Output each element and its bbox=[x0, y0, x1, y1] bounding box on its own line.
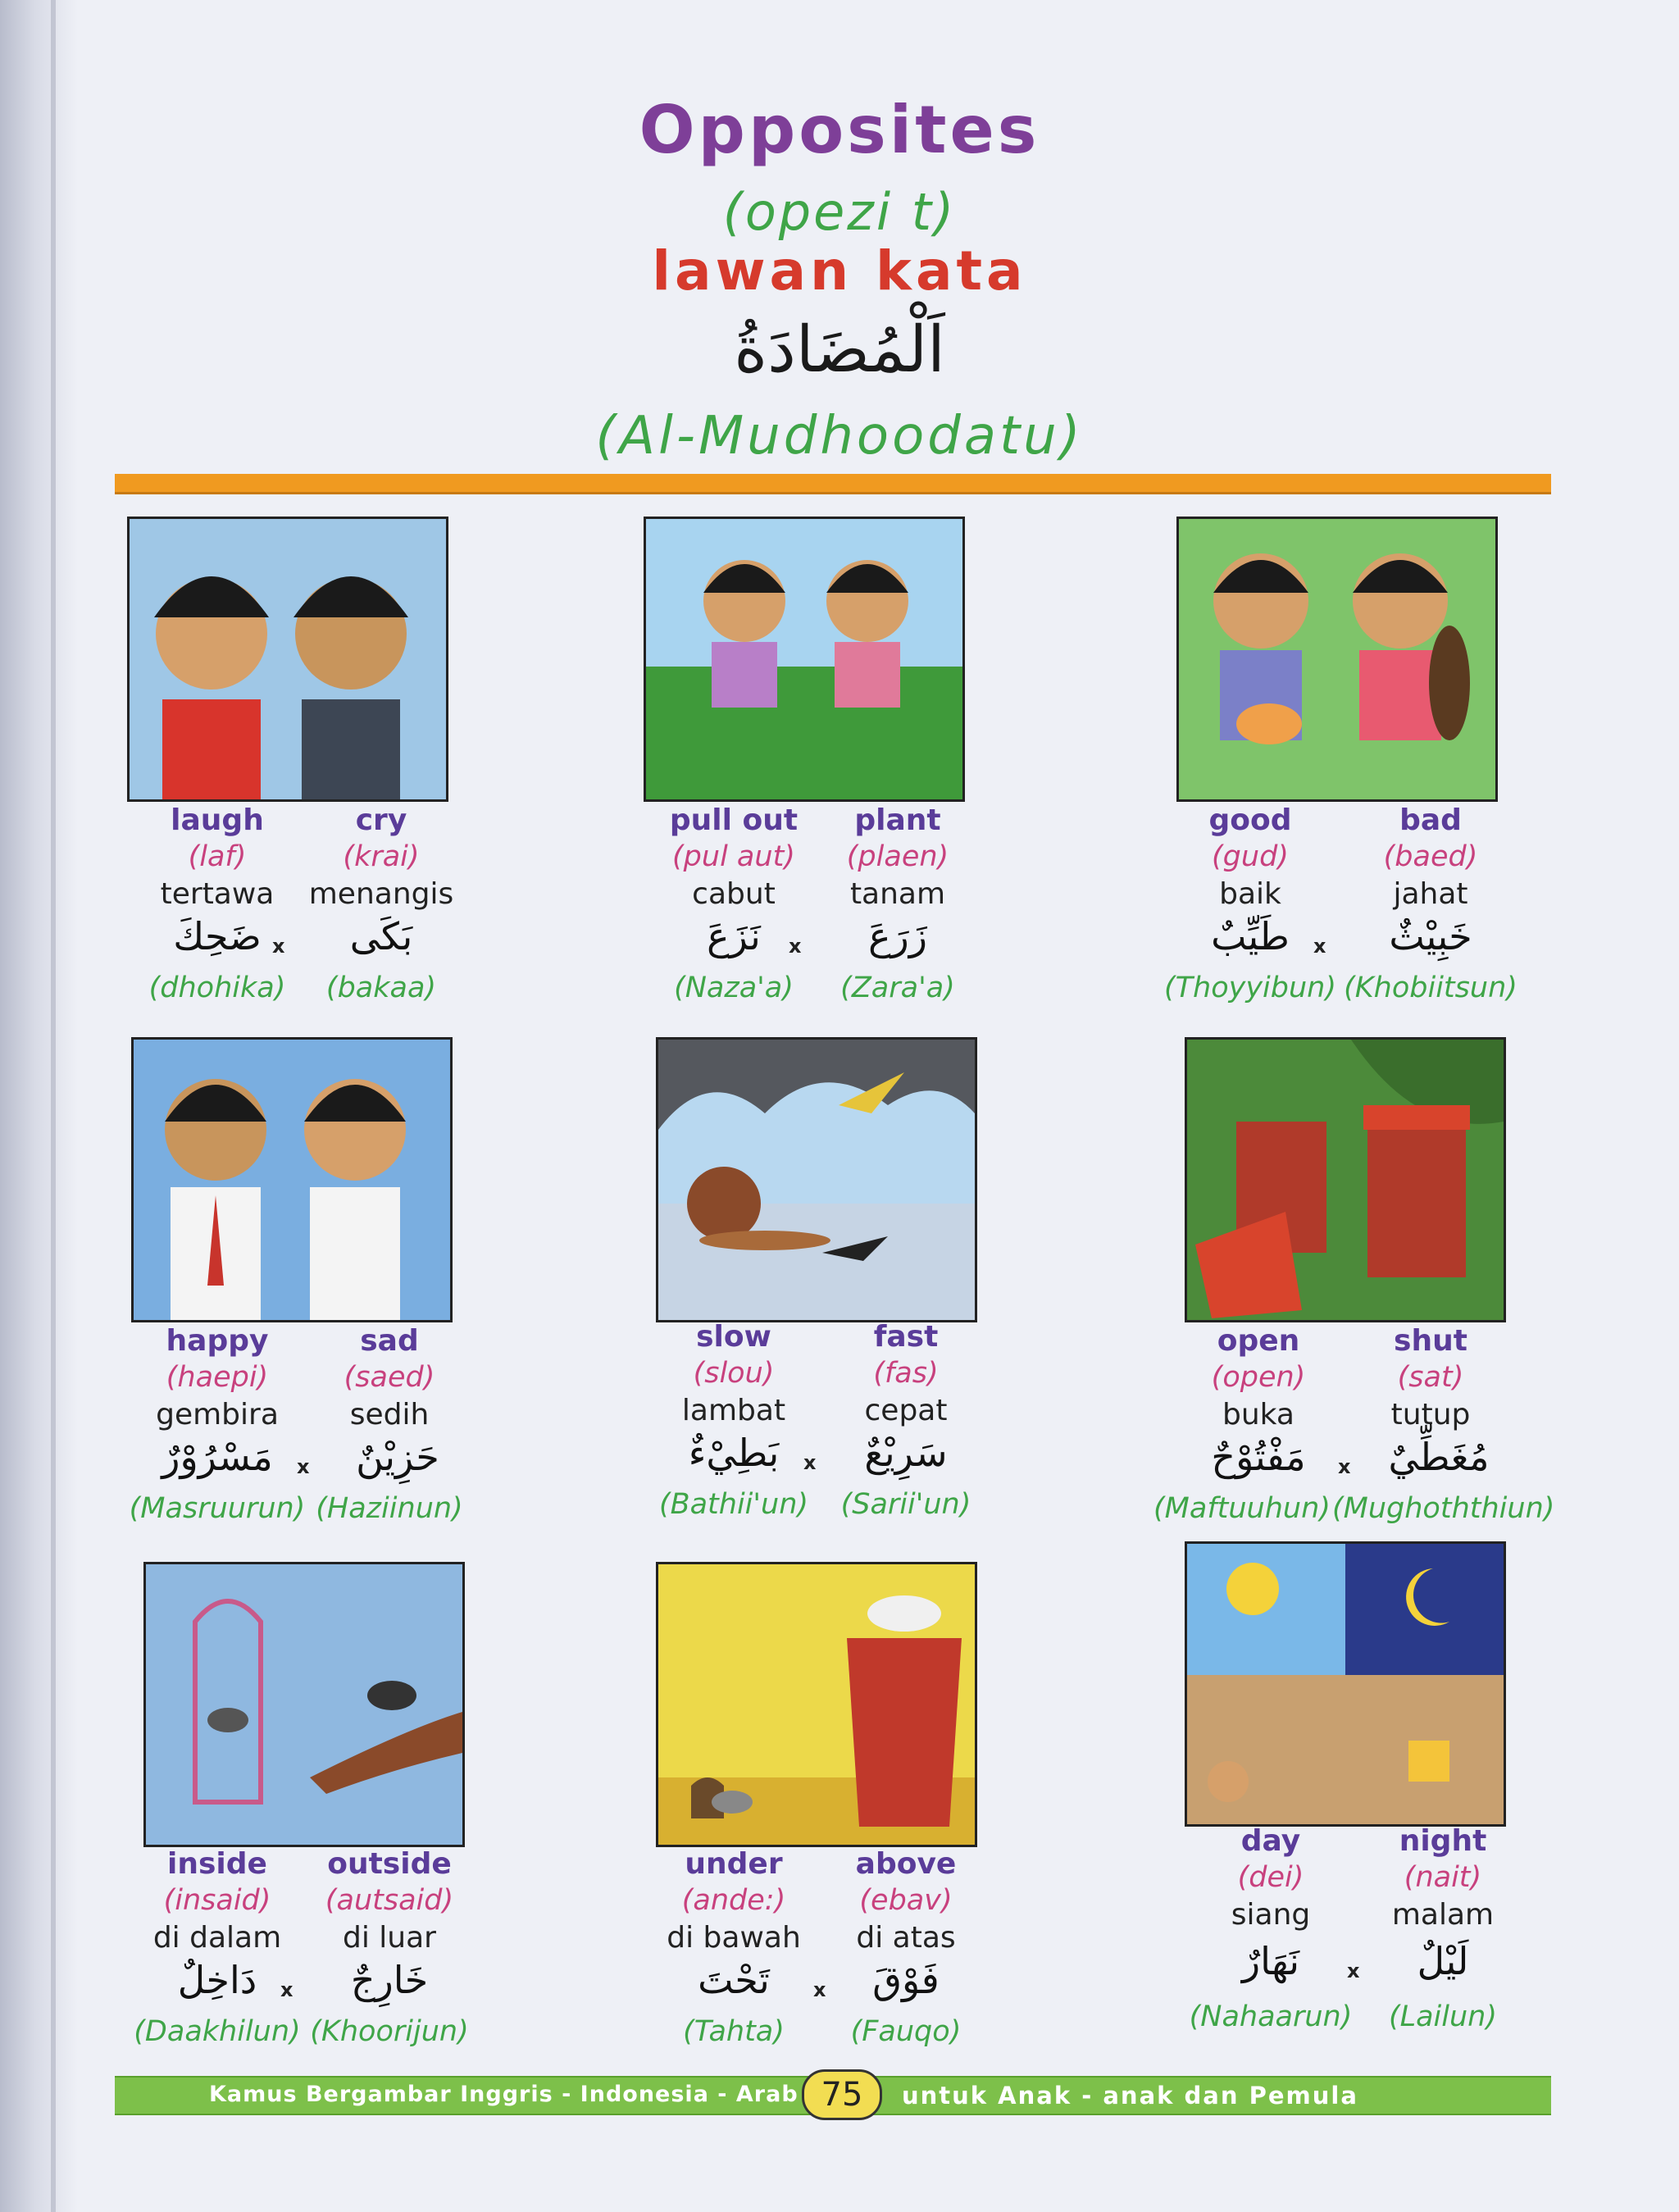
word-arabic-left: مَفْتُوْحٌ bbox=[1211, 1435, 1306, 1479]
opposite-marker: x bbox=[789, 935, 802, 958]
arabic-latin-left: (Thoyyibun) bbox=[1163, 972, 1337, 1004]
card-slow-fast bbox=[631, 1037, 1090, 1562]
word-english-left: open bbox=[1217, 1324, 1300, 1358]
illustration-inside-outside bbox=[143, 1562, 465, 1847]
illustration-happy-sad bbox=[131, 1037, 453, 1322]
word-indonesian-left: lambat bbox=[681, 1394, 786, 1427]
pronunciation-left: (dei) bbox=[1237, 1861, 1304, 1894]
pronunciation-right: (autsaid) bbox=[325, 1884, 454, 1917]
word-indonesian-left: baik bbox=[1219, 877, 1281, 911]
word-english-left: under bbox=[685, 1847, 783, 1881]
card-day-night bbox=[1148, 1541, 1607, 2066]
word-arabic-left: مَسْرُوْرٌ bbox=[162, 1435, 273, 1479]
word-arabic-left: بَطِيْءٌ bbox=[688, 1431, 780, 1475]
pronunciation-left: (insaid) bbox=[163, 1884, 271, 1917]
word-english-right: bad bbox=[1399, 803, 1462, 837]
page-number: 75 bbox=[802, 2069, 882, 2120]
footer-bar bbox=[115, 2076, 1551, 2115]
word-indonesian-left: gembira bbox=[156, 1398, 279, 1431]
card-under-above bbox=[631, 1562, 1090, 2087]
arabic-latin-right: (Mughoththiun) bbox=[1332, 1492, 1555, 1525]
arabic-latin-right: (bakaa) bbox=[325, 972, 437, 1004]
word-arabic-right: بَكَى bbox=[349, 914, 413, 958]
word-english-left: laugh bbox=[171, 803, 264, 837]
opposite-marker: x bbox=[1347, 1959, 1360, 1982]
arabic-latin-left: (Maftuuhun) bbox=[1153, 1492, 1331, 1525]
word-english-left: inside bbox=[167, 1847, 267, 1881]
card-open-shut bbox=[1140, 1037, 1599, 1562]
pronunciation-right: (nait) bbox=[1404, 1861, 1482, 1894]
word-indonesian-left: cabut bbox=[692, 877, 776, 911]
pronunciation-right: (plaen) bbox=[846, 840, 949, 873]
illustration-laugh-cry bbox=[127, 517, 448, 802]
pronunciation-right: (saed) bbox=[344, 1361, 435, 1394]
opposite-marker: x bbox=[803, 1451, 817, 1474]
title-arabic-latin: (Al-Mudhoodatu) bbox=[595, 406, 1084, 467]
word-arabic-left: ضَحِكَ bbox=[173, 914, 262, 958]
word-english-right: outside bbox=[327, 1847, 452, 1881]
word-indonesian-left: siang bbox=[1231, 1898, 1311, 1932]
arabic-latin-right: (Zara'a) bbox=[840, 972, 955, 1004]
pronunciation-right: (fas) bbox=[873, 1357, 939, 1390]
word-indonesian-left: buka bbox=[1222, 1398, 1295, 1431]
word-english-left: pull out bbox=[669, 803, 799, 837]
card-inside-outside bbox=[115, 1562, 574, 2087]
word-indonesian-right: tutup bbox=[1390, 1398, 1471, 1431]
pronunciation-left: (laf) bbox=[188, 840, 247, 873]
word-indonesian-left: tertawa bbox=[160, 877, 275, 911]
title-indonesian: lawan kata bbox=[652, 239, 1027, 303]
word-indonesian-right: di atas bbox=[856, 1921, 956, 1955]
card-happy-sad bbox=[115, 1037, 574, 1562]
arabic-latin-left: (dhohika) bbox=[148, 972, 286, 1004]
word-indonesian-right: di luar bbox=[343, 1921, 436, 1955]
footer-audience: untuk Anak - anak dan Pemula bbox=[902, 2082, 1358, 2110]
word-english-left: happy bbox=[166, 1324, 269, 1358]
pronunciation-left: (haepi) bbox=[166, 1361, 269, 1394]
word-arabic-right: حَزِيْنٌ bbox=[356, 1435, 439, 1479]
word-english-right: night bbox=[1399, 1824, 1487, 1858]
arabic-latin-right: (Haziinun) bbox=[316, 1492, 463, 1525]
word-english-right: fast bbox=[873, 1320, 939, 1354]
word-english-left: slow bbox=[696, 1320, 771, 1354]
word-english-right: plant bbox=[854, 803, 941, 837]
pronunciation-left: (open) bbox=[1211, 1361, 1306, 1394]
footer-book-title: Kamus Bergambar Inggris - Indonesia - Arab bbox=[209, 2082, 799, 2107]
opposite-marker: x bbox=[1338, 1455, 1351, 1478]
word-arabic-left: نَزَعَ bbox=[707, 914, 761, 958]
pronunciation-right: (ebav) bbox=[859, 1884, 953, 1917]
word-indonesian-right: cepat bbox=[864, 1394, 948, 1427]
title-divider bbox=[115, 474, 1551, 494]
word-english-right: shut bbox=[1394, 1324, 1467, 1358]
word-english-left: day bbox=[1240, 1824, 1301, 1858]
word-indonesian-right: menangis bbox=[308, 877, 454, 911]
word-arabic-right: خَارِجٌ bbox=[350, 1958, 429, 2002]
word-arabic-left: دَاخِلٌ bbox=[177, 1958, 257, 2002]
card-laugh-cry bbox=[115, 517, 574, 1041]
page-title: Opposites bbox=[639, 92, 1040, 168]
arabic-latin-left: (Nahaarun) bbox=[1189, 2000, 1353, 2033]
card-pullout-plant bbox=[631, 517, 1090, 1041]
illustration-open-shut bbox=[1185, 1037, 1506, 1322]
card-good-bad bbox=[1148, 517, 1607, 1041]
word-indonesian-left: di dalam bbox=[152, 1921, 282, 1955]
arabic-latin-left: (Daakhilun) bbox=[134, 2015, 301, 2048]
arabic-latin-right: (Sarii'un) bbox=[840, 1488, 971, 1521]
word-arabic-left: طَيِّبٌ bbox=[1211, 914, 1290, 958]
word-arabic-left: تَحْتَ bbox=[698, 1958, 770, 2002]
word-indonesian-right: tanam bbox=[849, 877, 946, 911]
title-arabic: اَلْمُضَادَةُ bbox=[734, 313, 945, 387]
illustration-good-bad bbox=[1176, 517, 1498, 802]
word-indonesian-left: di bawah bbox=[667, 1921, 801, 1955]
word-arabic-right: فَوْقَ bbox=[872, 1958, 940, 2002]
pronunciation-left: (slou) bbox=[693, 1357, 775, 1390]
pronunciation-right: (sat) bbox=[1397, 1361, 1464, 1394]
title-pronunciation: (opezi t) bbox=[722, 182, 957, 242]
pronunciation-right: (krai) bbox=[343, 840, 420, 873]
pronunciation-left: (pul aut) bbox=[672, 840, 795, 873]
arabic-latin-right: (Khobiitsun) bbox=[1344, 972, 1517, 1004]
illustration-slow-fast bbox=[656, 1037, 977, 1322]
illustration-pullout-plant bbox=[644, 517, 965, 802]
illustration-day-night bbox=[1185, 1541, 1506, 1827]
arabic-latin-right: (Khoorijun) bbox=[310, 2015, 469, 2048]
opposite-marker: x bbox=[280, 1978, 293, 2001]
illustration-under-above bbox=[656, 1562, 977, 1847]
word-english-right: cry bbox=[355, 803, 407, 837]
word-indonesian-right: sedih bbox=[349, 1398, 430, 1431]
pronunciation-left: (gud) bbox=[1212, 840, 1289, 873]
arabic-latin-left: (Bathii'un) bbox=[658, 1488, 809, 1521]
arabic-latin-left: (Naza'a) bbox=[674, 972, 794, 1004]
word-arabic-right: زَرَعَ bbox=[868, 914, 927, 958]
word-indonesian-right: malam bbox=[1391, 1898, 1495, 1932]
opposite-marker: x bbox=[1313, 935, 1326, 958]
word-english-left: good bbox=[1208, 803, 1292, 837]
arabic-latin-right: (Lailun) bbox=[1388, 2000, 1498, 2033]
arabic-latin-right: (Fauqo) bbox=[850, 2015, 962, 2048]
word-indonesian-right: jahat bbox=[1393, 877, 1468, 911]
opposite-marker: x bbox=[272, 935, 285, 958]
arabic-latin-left: (Tahta) bbox=[683, 2015, 785, 2048]
word-arabic-left: نَهَارٌ bbox=[1241, 1939, 1300, 1983]
arabic-latin-left: (Masruurun) bbox=[129, 1492, 306, 1525]
pronunciation-right: (baed) bbox=[1383, 840, 1478, 873]
word-arabic-right: لَيْلٌ bbox=[1417, 1939, 1469, 1983]
word-english-right: sad bbox=[360, 1324, 419, 1358]
opposite-marker: x bbox=[297, 1455, 310, 1478]
word-english-right: above bbox=[855, 1847, 957, 1881]
word-arabic-right: سَرِيْعٌ bbox=[864, 1431, 948, 1475]
word-arabic-right: خَبِيْثٌ bbox=[1389, 914, 1472, 958]
opposite-marker: x bbox=[813, 1978, 826, 2001]
word-arabic-right: مُغَطِّيٌ bbox=[1388, 1435, 1490, 1479]
pronunciation-left: (ande:) bbox=[681, 1884, 786, 1917]
